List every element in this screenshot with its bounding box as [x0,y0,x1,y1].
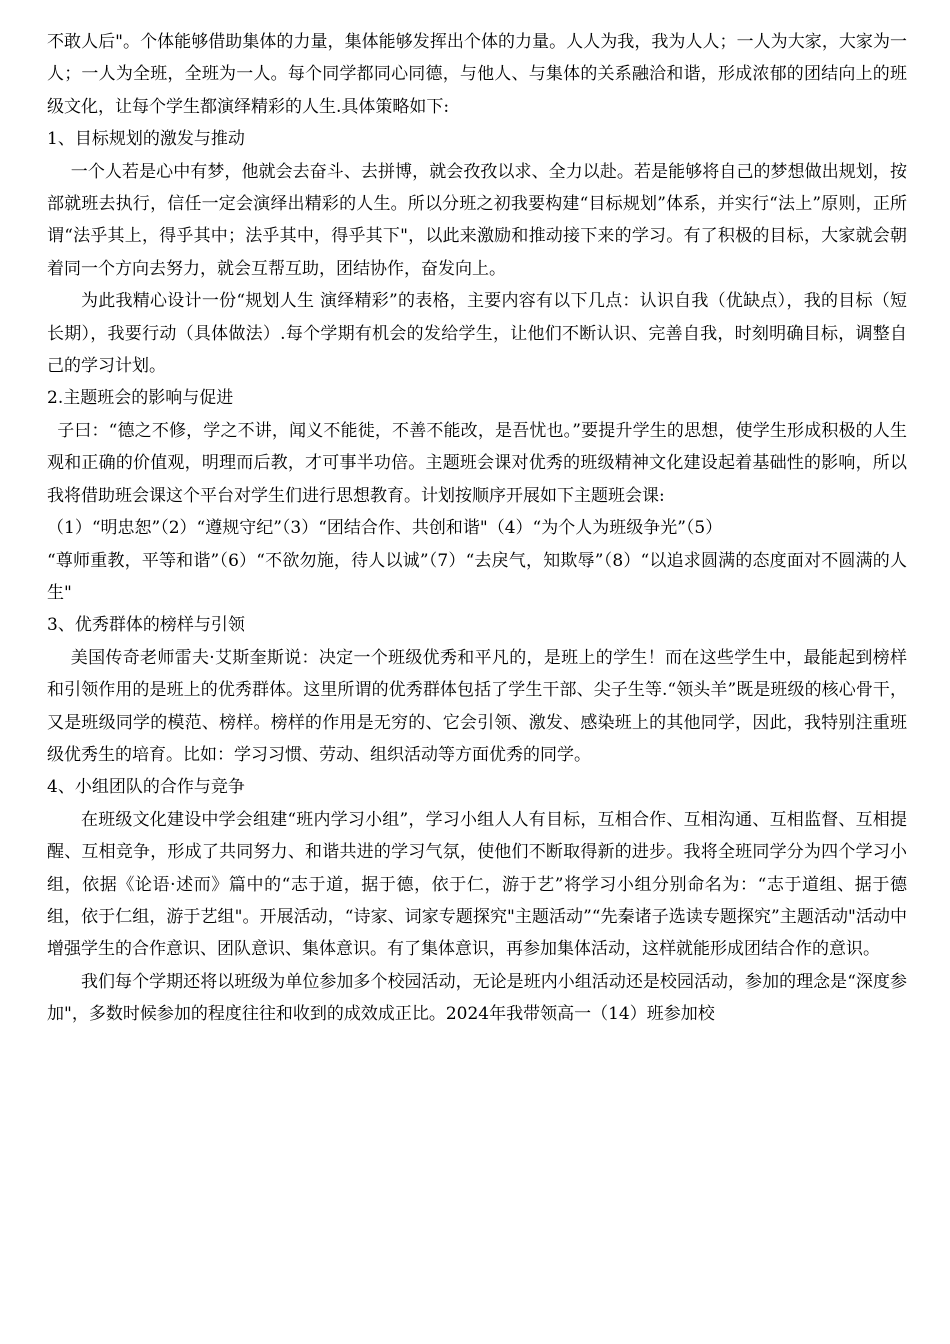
section-heading-goal-planning: 1、目标规划的激发与推动 [47,129,245,150]
document-page [47,26,907,1031]
theme-meeting-paragraph: 子曰：“德之不修，学之不讲，闻义不能徙，不善不能改，是吾忧也。”要提升学生的思想，使学生形成积极的人生观和正确的价值观，明理而后教，才可事半功倍。主题班会课对优秀的班级精神文化建设起着基础性的影响，所以我将借助班会课这个平台对学生们进行思想教育。计划按顺序开展如下主题班会课: [47,420,907,506]
section-heading-theme-meeting: 2.主题班会的影响与促进 [47,388,234,409]
campus-activities-paragraph: 我们每个学期还将以班级为单位参加多个校园活动，无论是班内小组活动还是校园活动，参加的理念是“深度参加"，多数时候参加的程度往往和收到的成效成正比。2024年我带领高一（14）班参加校 [47,971,907,1025]
role-models-paragraph: 美国传奇老师雷夫·艾斯奎斯说：决定一个班级优秀和平凡的，是班上的学生！而在这些学生中，最能起到榜样和引领作用的是班上的优秀群体。这里所谓的优秀群体包括了学生干部、尖子生等.“领头羊”既是班级的核心骨干，又是班级同学的模范、榜样。榜样的作用是无穷的、它会引领、激发、感染班上的其他同学，因此，我特别注重班级优秀生的培育。比如：学习习惯、劳动、组织活动等方面优秀的同学。 [47,647,907,765]
section-heading-group-cooperation: 4、小组团队的合作与竞争 [47,777,245,798]
planning-form-paragraph: 为此我精心设计一份“规划人生 演绎精彩”的表格，主要内容有以下几点：认识自我（优缺点），我的目标（短长期），我要行动（具体做法）.每个学期有机会的发给学生，让他们不断认识、完善自我，时刻明确目标，调整自己的学习计划。 [47,291,907,377]
goal-planning-paragraph: 一个人若是心中有梦，他就会去奋斗、去拼博，就会孜孜以求、全力以赴。若是能够将自己的梦想做出规划，按部就班去执行，信任一定会演绎出精彩的人生。所以分班之初我要构建“目标规划”体系，并实行“法上”原则，正所谓“法乎其上，得乎其中；法乎其中，得乎其下"，以此来激励和推动接下来的学习。有了积极的目标，大家就会朝着同一个方向去努力，就会互帮互助，团结协作，奋发向上。 [47,161,907,279]
intro-paragraph: 不敢人后"。个体能够借助集体的力量，集体能够发挥出个体的力量。人人为我，我为人人；一人为大家，大家为一人；一人为全班，全班为一人。每个同学都同心同德，与他人、与集体的关系融洽和谐，形成浓郁的团结向上的班级文化，让每个学生都演绎精彩的人生.具体策略如下: [47,32,907,117]
theme-meeting-list-line-2: “尊师重教，平等和谐”（6）“不欲勿施，待人以诚”（7）“去戾气，知欺辱”（8）“以追求圆满的态度面对不圆满的人生" [47,550,907,603]
group-cooperation-paragraph: 在班级文化建设中学会组建“班内学习小组”，学习小组人人有目标，互相合作、互相沟通、互相监督、互相提醒、互相竞争，形成了共同努力、和谐共进的学习气氛，使他们不断取得新的进步。我将全班同学分为四个学习小组，依据《论语·述而》篇中的“志于道，据于德，依于仁，游于艺”将学习小组分别命名为：“志于道组、据于德组，依于仁组，游于艺组"。开展活动，“诗家、词家专题探究"主题活动”“先秦诸子选读专题探究”主题活动"活动中增强学生的合作意识、团队意识、集体意识。有了集体意识，再参加集体活动，这样就能形成团结合作的意识。 [47,809,907,960]
theme-meeting-list-line-1: （1）“明忠恕”（2）“遵规守纪”（3）“团结合作、共创和谐"（4）“为个人为班级争光”（5） [47,518,723,539]
section-heading-role-models: 3、优秀群体的榜样与引领 [47,615,245,636]
